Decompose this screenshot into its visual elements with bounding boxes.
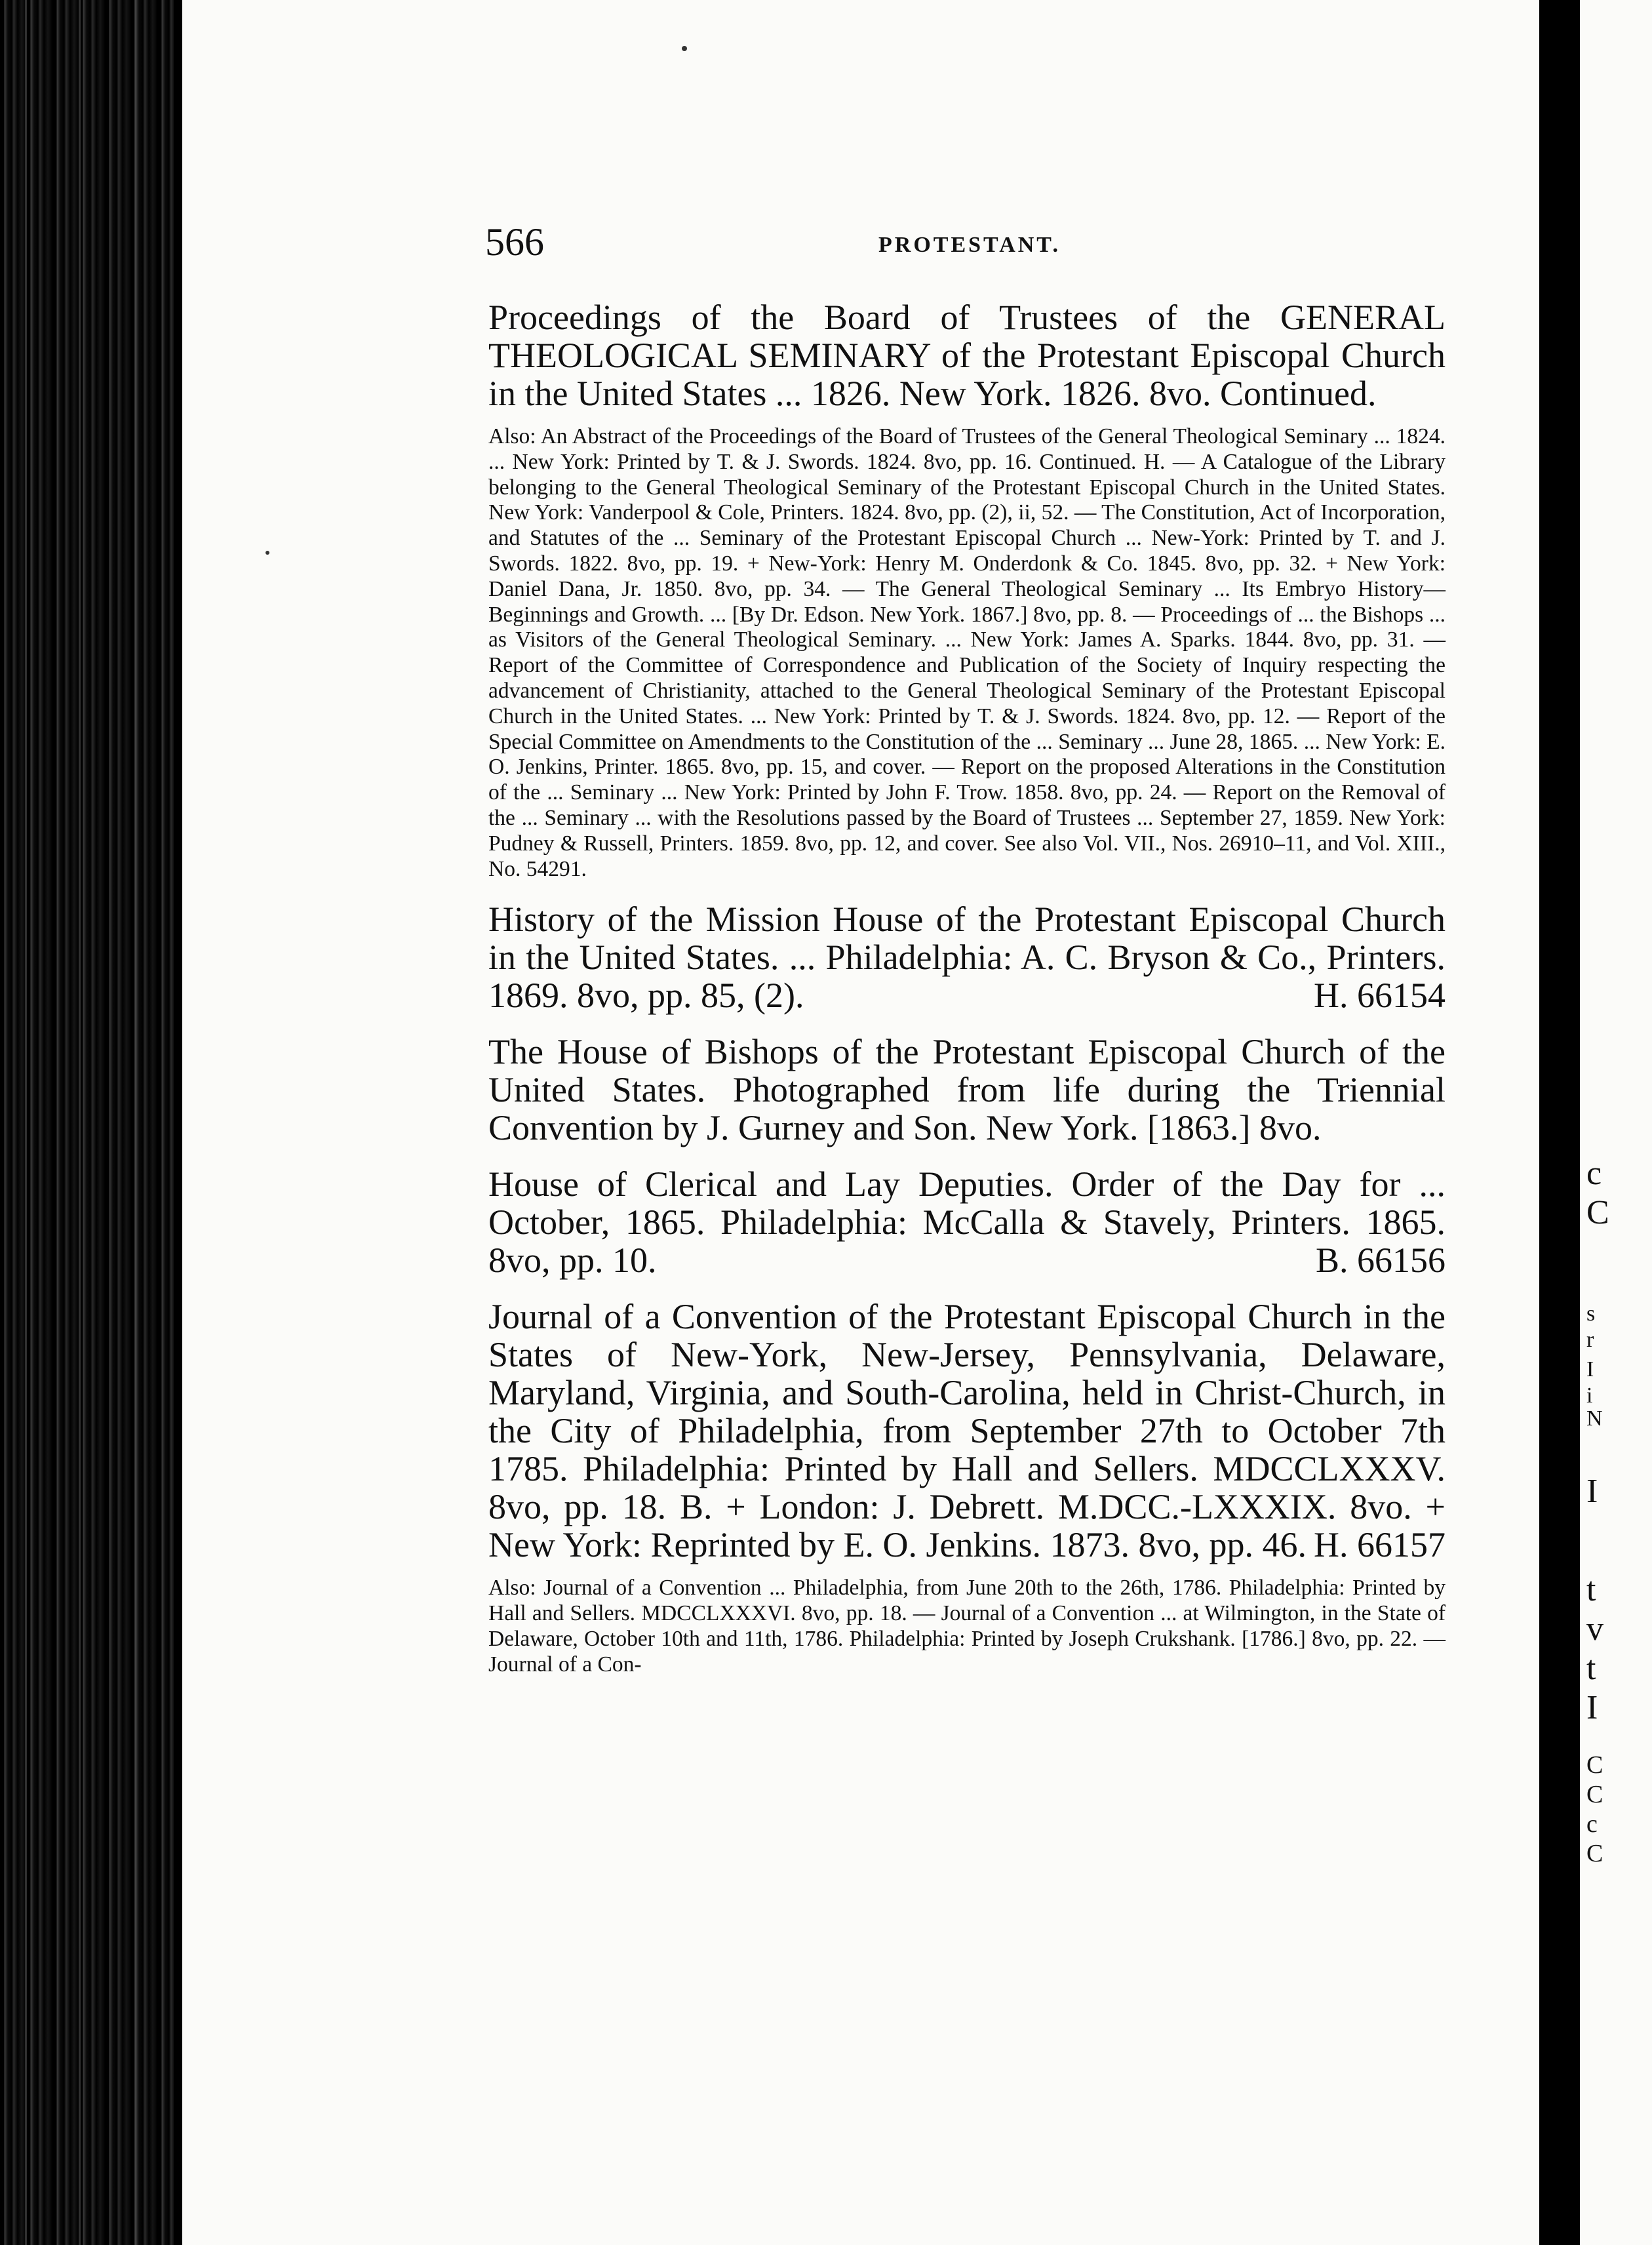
page-header [485,220,1442,272]
neighbor-fragment: C [1586,1840,1603,1867]
neighbor-fragment: I [1586,1473,1598,1510]
neighbor-fragment: I [1586,1357,1594,1381]
entry-text: History of the Mission House of the Protestant Episcopal Church in the United States. ... Philadelphia: A. C. Bryson & Co., Printers. 1869. 8vo, pp. 85, (2). [488,900,1446,1016]
entry-title [488,1165,1446,1279]
catalogue-entry [488,1165,1446,1279]
neighbor-fragment: r [1586,1328,1594,1352]
entry-title [488,1298,1446,1564]
neighbor-fragment: v [1586,1610,1603,1648]
neighbor-fragment: s [1586,1301,1596,1326]
catalogue-entry [488,298,1446,882]
neighbor-fragment: I [1586,1689,1598,1726]
neighbor-fragment: t [1586,1650,1596,1687]
catalogue-entry [488,900,1446,1014]
page-number: 566 [485,220,544,264]
neighbor-fragment: c [1586,1810,1598,1838]
neighbor-fragment: N [1586,1406,1603,1431]
entry-notes: Also: An Abstract of the Proceedings of the Board of Trustees of the General Theological Seminary ... 1824. ... New York: Printed by T. & J. Swords. 1824. 8vo, pp. 16. Continued. H. — A Catalogue of the Library belonging to the General Theological Seminary of the Protestant Episcopal Church in the United States. New York: Vanderpool & Cole, Printers. 1824. 8vo, pp. (2), ii, 52. — The Constitution, Act of Incorporation, and Statutes of the ... Seminary of the Protestant Episcopal Church ... New-York: Printed by T. and J. Swords. 1822. 8vo, pp. 19. + New-York: Henry M. Onderdonk & Co. 1845. 8vo, pp. 32. + New York: Daniel Dana, Jr. 1850. 8vo, pp. 34. — The General Theological Seminary ... Its Embryo History—Beginnings and Growth. ... [By Dr. Edson. New York. 1867.] 8vo, pp. 8. — Proceedings of ... the Bishops ... as Visitors of the General Theological Seminary. ... New York: James A. Sparks. 1844. 8vo, pp. 31. — Report of the Committee of Correspondence and Publication of the Society of Inquiry respecting the advancement of Christianity, attached to the General Theological Seminary of the Protestant Episcopal Church in the United States. ... New York: Printed by T. & J. Swords. 1824. 8vo, pp. 12. — Report of the Special Committee on Amendments to the Constitution of the ... Seminary ... June 28, 1865. ... New York: E. O. Jenkins, Printer. 1865. 8vo, pp. 15, and cover. — Report on the proposed Alterations in the Constitution of the ... Seminary ... New York: Printed by John F. Trow. 1858. 8vo, pp. 24. — Report on the Removal of the ... Seminary ... with the Resolutions passed by the Board of Trustees ... September 27, 1859. New York: Pudney & Russell, Printers. 1859. 8vo, pp. 12, and cover. See also Vol. VII., Nos. 26910–11, and Vol. XIII., No. 54291. [488,424,1446,881]
catalogue-entry [488,1033,1446,1147]
entry-title [488,900,1446,1014]
shelf-number: H. 66157 [1314,1525,1446,1565]
neighbor-fragment: c [1586,1155,1602,1192]
neighbor-fragment: t [1586,1571,1596,1608]
ink-speck [682,46,687,51]
catalogue-text [488,298,1446,1696]
entry-notes: Also: Journal of a Convention ... Philadelphia, from June 20th to the 26th, 1786. Philadelphia: Printed by Hall and Sellers. MDCCLXXXVI. 8vo, pp. 18. — Journal of a Convention ... at Wilmington, in the State of Delaware, October 10th and 11th, 1786. Philadelphia: Printed by Joseph Crukshank. [1786.] 8vo, pp. 22. — Journal of a Con- [488,1576,1446,1677]
neighbor-fragment: i [1586,1383,1593,1408]
neighbor-fragment: C [1586,1194,1609,1231]
neighbor-page-edge [1580,0,1652,2245]
spine-streak [25,0,27,2245]
shelf-number: H. 66154 [1314,976,1446,1016]
entry-title: The House of Bishops of the Protestant Episcopal Church of the United States. Photographed from life during the Triennial Convention by J. Gurney and Son. New York. [1863.] 8vo. [488,1032,1446,1148]
entry-title: Proceedings of the Board of Trustees of the GENERAL THEOLOGICAL SEMINARY of the Protestant Episcopal Church in the United States ... 1826. New York. 1826. 8vo. Continued. [488,298,1446,413]
catalogue-entry [488,1298,1446,1677]
running-head: PROTESTANT. [878,233,1061,257]
neighbor-fragment: C [1586,1781,1603,1808]
spine-streak [79,0,81,2245]
neighbor-fragment: C [1586,1751,1603,1779]
entry-text: House of Clerical and Lay Deputies. Order of the Day for ... October, 1865. Philadelphia: McCalla & Stavely, Printers. 1865. 8vo, pp. 10. [488,1164,1446,1281]
ink-speck [266,551,269,555]
entry-text: Journal of a Convention of the Protestant Episcopal Church in the States of New-York, New-Jersey, Pennsylvania, Delaware, Maryland, Virginia, and South-Carolina, held in Christ-Church, in the City of Philadelphia, from September 27th to October 7th 1785. Philadelphia: Printed by Hall and Sellers. MDCCLXXXV. 8vo, pp. 18. B. + London: J. Debrett. M.DCC.-LXXXIX. 8vo. + New York: Reprinted by E. O. Jenkins. 1873. 8vo, pp. 46. [488,1297,1446,1565]
spine-streak [134,0,136,2245]
shelf-number: B. 66156 [1315,1241,1446,1281]
